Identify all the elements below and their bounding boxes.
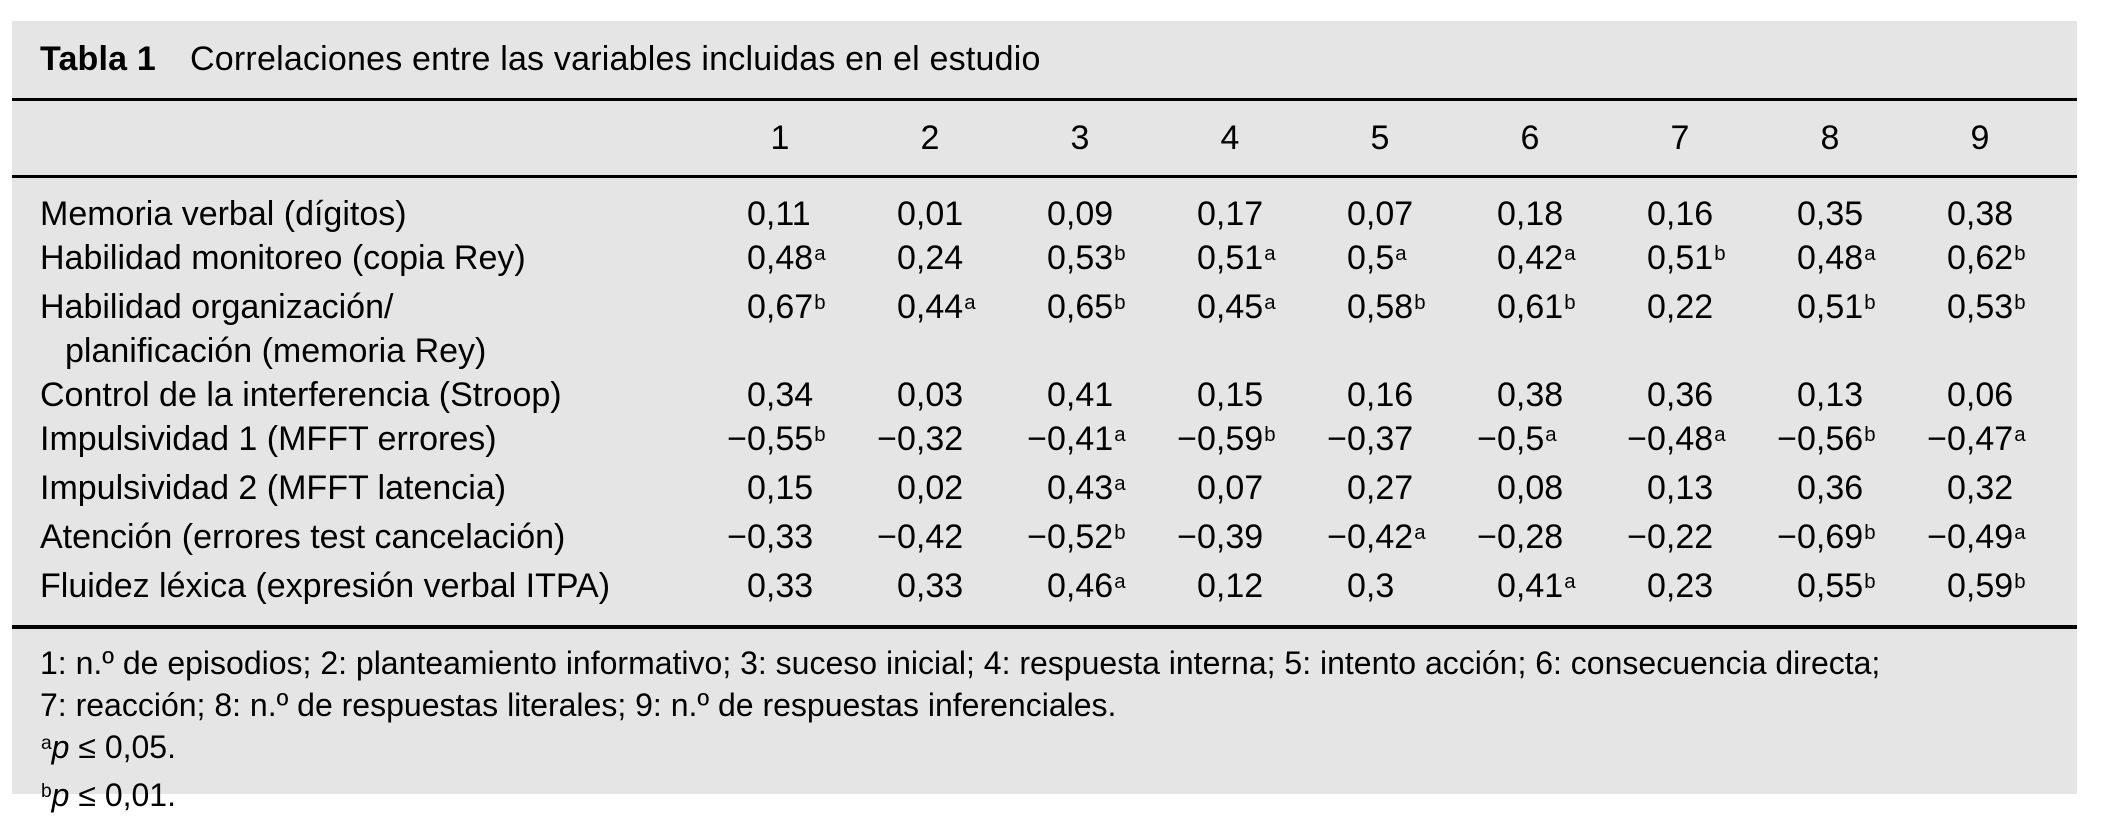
footnote-significance-a [40, 726, 2049, 774]
correlation-value: 0,34 [747, 376, 814, 414]
table-footnotes [12, 629, 2077, 822]
significance-superscript: a [1545, 423, 1557, 446]
minus-sign: − [1777, 518, 1797, 556]
superscript-a: a [41, 733, 52, 755]
significance-superscript: b [814, 291, 826, 314]
correlation-value: 0,22 [1647, 288, 1714, 326]
correlation-value-cell [1755, 515, 1905, 564]
correlation-value: 0,02 [897, 469, 964, 507]
correlation-value: − 0,28 [1497, 515, 1563, 559]
table-row [12, 564, 2077, 627]
variable-label-line: Control de la interferencia (Stroop) [40, 376, 562, 414]
correlation-value: 0,45$^a$ [1197, 288, 1276, 326]
correlation-value-cell [855, 417, 1005, 466]
significance-superscript: b [2014, 291, 2026, 314]
significance-superscript: a [964, 291, 976, 314]
correlation-value: − 0,5$^a$ [1497, 417, 1557, 466]
correlation-value: − 0,22 [1647, 515, 1713, 559]
correlation-value-cell [855, 466, 1005, 515]
significance-superscript: b [1864, 291, 1876, 314]
significance-superscript: b [1864, 521, 1876, 544]
correlation-value: 0,32 [1947, 469, 2014, 507]
correlation-value: 0,27 [1347, 469, 1414, 507]
table-row [12, 417, 2077, 466]
minus-sign: − [1627, 420, 1647, 458]
correlation-value-cell [1455, 373, 1605, 417]
correlation-value-cell [1005, 373, 1155, 417]
correlation-value: 0,38 [1947, 195, 2014, 233]
significance-superscript: a [814, 242, 826, 265]
significance-superscript: a [2014, 423, 2026, 446]
correlation-value: − 0,41$^a$ [1047, 417, 1126, 466]
variable-column-header [12, 100, 705, 177]
table-row [12, 373, 2077, 417]
significance-superscript: a [1395, 242, 1407, 265]
correlation-value-cell [1005, 466, 1155, 515]
variable-label-line: Fluidez léxica (expresión verbal ITPA) [40, 567, 611, 605]
correlation-value: 0,23 [1647, 567, 1714, 605]
significance-superscript: a [1264, 242, 1276, 265]
correlation-value-cell [1905, 466, 2055, 515]
variable-label-cell [12, 285, 705, 373]
footnote-variable-definitions-line-2: 7: reacción; 8: n.º de respuestas literales; 9: n.º de respuestas inferenciales. [40, 687, 1117, 723]
correlation-value-cell [1905, 236, 2055, 285]
correlation-value: 0,33 [747, 567, 814, 605]
correlation-value: − 0,56$^b$ [1797, 417, 1876, 466]
correlation-value-cell [1305, 177, 1455, 237]
column-header: 4 [1155, 100, 1305, 177]
correlation-value: 0,51$^b$ [1797, 288, 1876, 326]
correlation-value: 0,35 [1797, 195, 1864, 233]
correlation-value-cell [1155, 236, 1305, 285]
table-row [12, 285, 2077, 373]
correlation-value-cell [1605, 373, 1755, 417]
footnote-significance-b [40, 774, 2049, 822]
correlation-value-cell [1155, 515, 1305, 564]
correlation-value-cell [1605, 177, 1755, 237]
correlation-value: − 0,69$^b$ [1797, 515, 1876, 564]
correlation-value: 0,5$^a$ [1347, 239, 1407, 277]
spacer-cell [2055, 177, 2077, 237]
correlation-value: 0,38 [1497, 376, 1564, 414]
correlation-value-cell [1005, 285, 1155, 373]
variable-label-line: Impulsividad 2 (MFFT latencia) [40, 469, 507, 507]
correlation-value: 0,43$^a$ [1047, 469, 1126, 507]
correlation-value: 0,16 [1647, 195, 1714, 233]
correlation-value: 0,53$^b$ [1047, 239, 1126, 277]
correlation-value-cell [705, 373, 855, 417]
correlation-value-cell [1605, 564, 1755, 627]
significance-superscript: b [1114, 242, 1126, 265]
correlation-value: 0,08 [1497, 469, 1564, 507]
spacer-cell [2055, 373, 2077, 417]
column-header: 8 [1755, 100, 1905, 177]
correlation-value-cell [855, 564, 1005, 627]
variable-label-cell [12, 417, 705, 466]
significance-superscript: b [1114, 291, 1126, 314]
correlation-value: 0,46$^a$ [1047, 567, 1126, 605]
correlation-value-cell [1755, 417, 1905, 466]
correlation-value-cell [1305, 373, 1455, 417]
correlation-value: 0,36 [1797, 469, 1864, 507]
correlation-value-cell [1005, 417, 1155, 466]
correlation-value: 0,07 [1197, 469, 1264, 507]
column-header: 2 [855, 100, 1005, 177]
correlation-value: 0,61$^b$ [1497, 288, 1576, 326]
correlation-value-cell [1755, 285, 1905, 373]
significance-superscript: a [1714, 423, 1726, 446]
correlation-value-cell [1755, 373, 1905, 417]
variable-label-line: planificación (memoria Rey) [65, 332, 487, 370]
correlation-value-cell [1155, 564, 1305, 627]
variable-label-line: Memoria verbal (dígitos) [40, 195, 407, 233]
correlation-value-cell [705, 466, 855, 515]
table-row [12, 177, 2077, 237]
correlation-value: − 0,47$^a$ [1947, 417, 2026, 466]
minus-sign: − [727, 420, 747, 458]
correlation-value: − 0,55$^b$ [747, 417, 826, 466]
correlation-value-cell [1005, 236, 1155, 285]
correlation-value: 0,65$^b$ [1047, 288, 1126, 326]
correlation-value-cell [855, 236, 1005, 285]
table-card [12, 21, 2077, 813]
significance-superscript: a [1564, 570, 1576, 593]
correlation-value-cell [1905, 417, 2055, 466]
correlation-value: 0,13 [1797, 376, 1864, 414]
correlation-value-cell [1005, 515, 1155, 564]
spacer-cell [2055, 417, 2077, 466]
correlation-value: 0,48$^a$ [1797, 239, 1876, 277]
correlation-value: 0,58$^b$ [1347, 288, 1426, 326]
correlation-value: 0,67$^b$ [747, 288, 826, 326]
correlation-value: 0,42$^a$ [1497, 239, 1576, 277]
correlation-value-cell [1905, 564, 2055, 627]
variable-label-line: Habilidad organización/ [40, 288, 394, 326]
correlation-value: 0,16 [1347, 376, 1414, 414]
correlation-value: − 0,39 [1197, 515, 1263, 559]
correlation-value: − 0,32 [897, 417, 963, 461]
correlation-value: 0,55$^b$ [1797, 567, 1876, 605]
correlation-value-cell [1455, 417, 1605, 466]
table-row [12, 466, 2077, 515]
minus-sign: − [1627, 518, 1647, 556]
spacer-cell [2055, 564, 2077, 627]
significance-superscript: b [1864, 423, 1876, 446]
correlation-value-cell [1755, 236, 1905, 285]
correlation-value: 0,48$^a$ [747, 239, 826, 277]
correlation-value-cell [1755, 177, 1905, 237]
correlation-value-cell [855, 515, 1005, 564]
column-header: 6 [1455, 100, 1605, 177]
significance-superscript: a [1564, 242, 1576, 265]
correlation-value: 0,51$^a$ [1197, 239, 1276, 277]
p-symbol: p [51, 729, 70, 765]
correlation-value-cell [1155, 373, 1305, 417]
correlation-value-cell [705, 417, 855, 466]
correlation-value: 0,12 [1197, 567, 1264, 605]
correlation-value-cell [1305, 417, 1455, 466]
correlation-value: − 0,37 [1347, 417, 1413, 461]
variable-label-cell [12, 564, 705, 627]
significance-superscript: b [2014, 242, 2026, 265]
correlation-value-cell [1605, 466, 1755, 515]
significance-superscript: b [1564, 291, 1576, 314]
correlation-value-cell [1005, 177, 1155, 237]
superscript-b: b [41, 781, 52, 803]
spacer-cell [2055, 100, 2077, 177]
significance-superscript: b [1264, 423, 1276, 446]
spacer-cell [2055, 515, 2077, 564]
correlation-value-cell [1155, 466, 1305, 515]
correlation-value: 0,59$^b$ [1947, 567, 2026, 605]
correlation-value-cell [1455, 177, 1605, 237]
correlation-value-cell [705, 236, 855, 285]
significance-superscript: b [2014, 570, 2026, 593]
correlation-value-cell [1305, 285, 1455, 373]
column-header-row [12, 100, 2077, 177]
correlation-value-cell [1905, 285, 2055, 373]
correlation-value-cell [1905, 177, 2055, 237]
correlation-value: 0,15 [1197, 376, 1264, 414]
correlation-value-cell [1755, 564, 1905, 627]
table-title [12, 21, 2077, 98]
correlation-value: − 0,49$^a$ [1947, 515, 2026, 564]
correlation-value-cell [1605, 236, 1755, 285]
spacer-cell [2055, 236, 2077, 285]
correlation-value-cell [1905, 373, 2055, 417]
significance-superscript: a [2014, 521, 2026, 544]
correlation-value-cell [1155, 417, 1305, 466]
variable-label-line: Impulsividad 1 (MFFT errores) [40, 420, 497, 458]
correlation-value: 0,44$^a$ [897, 288, 976, 326]
correlation-value: 0,18 [1497, 195, 1564, 233]
minus-sign: − [727, 518, 747, 556]
significance-superscript: a [1414, 521, 1426, 544]
correlation-value-cell [1605, 285, 1755, 373]
correlation-value: 0,33 [897, 567, 964, 605]
correlation-value: 0,15 [747, 469, 814, 507]
spacer-cell [2055, 466, 2077, 515]
column-header: 5 [1305, 100, 1455, 177]
variable-label-line: Atención (errores test cancelación) [40, 518, 566, 556]
minus-sign: − [1177, 518, 1197, 556]
column-header: 1 [705, 100, 855, 177]
p-symbol: p [51, 777, 70, 813]
correlations-table [12, 98, 2077, 629]
minus-sign: − [1027, 420, 1047, 458]
minus-sign: − [1927, 518, 1947, 556]
correlation-value: 0,01 [897, 195, 964, 233]
correlation-value: 0,06 [1947, 376, 2014, 414]
correlation-value: − 0,42 [897, 515, 963, 559]
table-row [12, 236, 2077, 285]
correlation-value-cell [855, 177, 1005, 237]
correlation-value-cell [855, 285, 1005, 373]
significance-superscript: b [1414, 291, 1426, 314]
correlation-value-cell [1305, 564, 1455, 627]
correlation-value-cell [1455, 236, 1605, 285]
correlation-value: 0,24 [897, 239, 964, 277]
correlation-value: 0,07 [1347, 195, 1414, 233]
correlation-value-cell [1605, 417, 1755, 466]
correlation-value: − 0,48$^a$ [1647, 417, 1726, 466]
footnote-variable-definitions-line-1: 1: n.º de episodios; 2: planteamiento informativo; 3: suceso inicial; 4: respuesta interna; 5: intento acción; 6: consecuencia directa; [40, 645, 1881, 681]
correlation-value: − 0,33 [747, 515, 813, 559]
correlation-value: 0,03 [897, 376, 964, 414]
correlation-value-cell [1005, 564, 1155, 627]
correlation-value: 0,51$^b$ [1647, 239, 1726, 277]
correlation-value-cell [1755, 466, 1905, 515]
correlation-value-cell [1305, 466, 1455, 515]
significance-superscript: a [1114, 423, 1126, 446]
variable-label-cell [12, 236, 705, 285]
correlation-value: 0,3 [1347, 567, 1395, 605]
variable-label-cell [12, 177, 705, 237]
correlation-value: − 0,52$^b$ [1047, 515, 1126, 564]
correlation-value: 0,62$^b$ [1947, 239, 2026, 277]
significance-b-threshold: ≤ 0,01. [69, 777, 176, 813]
minus-sign: − [1177, 420, 1197, 458]
table-title-text: Correlaciones entre las variables incluidas en el estudio [190, 40, 1041, 78]
correlation-value-cell [1455, 466, 1605, 515]
significance-a-threshold: ≤ 0,05. [69, 729, 176, 765]
column-header: 3 [1005, 100, 1155, 177]
variable-label-cell [12, 373, 705, 417]
correlation-value: − 0,59$^b$ [1197, 417, 1276, 466]
table-row [12, 515, 2077, 564]
column-header: 7 [1605, 100, 1755, 177]
significance-superscript: b [1864, 570, 1876, 593]
variable-label-cell [12, 466, 705, 515]
table-number-label: Tabla 1 [40, 40, 157, 78]
correlation-value-cell [1305, 515, 1455, 564]
minus-sign: − [1777, 420, 1797, 458]
correlation-value: 0,11 [747, 195, 811, 233]
minus-sign: − [1327, 420, 1347, 458]
minus-sign: − [877, 420, 897, 458]
variable-label-cell [12, 515, 705, 564]
correlation-value: 0,13 [1647, 469, 1714, 507]
minus-sign: − [1477, 518, 1497, 556]
significance-superscript: a [1864, 242, 1876, 265]
correlation-value-cell [1455, 515, 1605, 564]
correlation-value-cell [855, 373, 1005, 417]
correlation-value-cell [1305, 236, 1455, 285]
correlation-value-cell [705, 285, 855, 373]
significance-superscript: b [814, 423, 826, 446]
correlation-value-cell [1905, 515, 2055, 564]
correlation-value: 0,17 [1197, 195, 1264, 233]
correlation-value: 0,36 [1647, 376, 1714, 414]
correlation-value: 0,09 [1047, 195, 1114, 233]
minus-sign: − [1477, 420, 1497, 458]
minus-sign: − [1327, 518, 1347, 556]
correlation-value-cell [1155, 177, 1305, 237]
significance-superscript: b [1714, 242, 1726, 265]
correlation-value-cell [705, 564, 855, 627]
correlation-value-cell [1455, 285, 1605, 373]
minus-sign: − [877, 518, 897, 556]
spacer-cell [2055, 285, 2077, 373]
significance-superscript: a [1264, 291, 1276, 314]
significance-superscript: a [1114, 472, 1126, 495]
correlation-value-cell [1455, 564, 1605, 627]
correlation-value-cell [1605, 515, 1755, 564]
correlation-value-cell [705, 177, 855, 237]
correlation-value-cell [705, 515, 855, 564]
significance-superscript: b [1114, 521, 1126, 544]
correlation-value: 0,41$^a$ [1497, 567, 1576, 605]
column-header: 9 [1905, 100, 2055, 177]
correlation-value: − 0,42$^a$ [1347, 515, 1426, 564]
significance-superscript: a [1114, 570, 1126, 593]
correlation-value: 0,53$^b$ [1947, 288, 2026, 326]
variable-label-line: Habilidad monitoreo (copia Rey) [40, 239, 526, 277]
minus-sign: − [1927, 420, 1947, 458]
minus-sign: − [1027, 518, 1047, 556]
correlation-value-cell [1155, 285, 1305, 373]
correlation-value: 0,41 [1047, 376, 1114, 414]
